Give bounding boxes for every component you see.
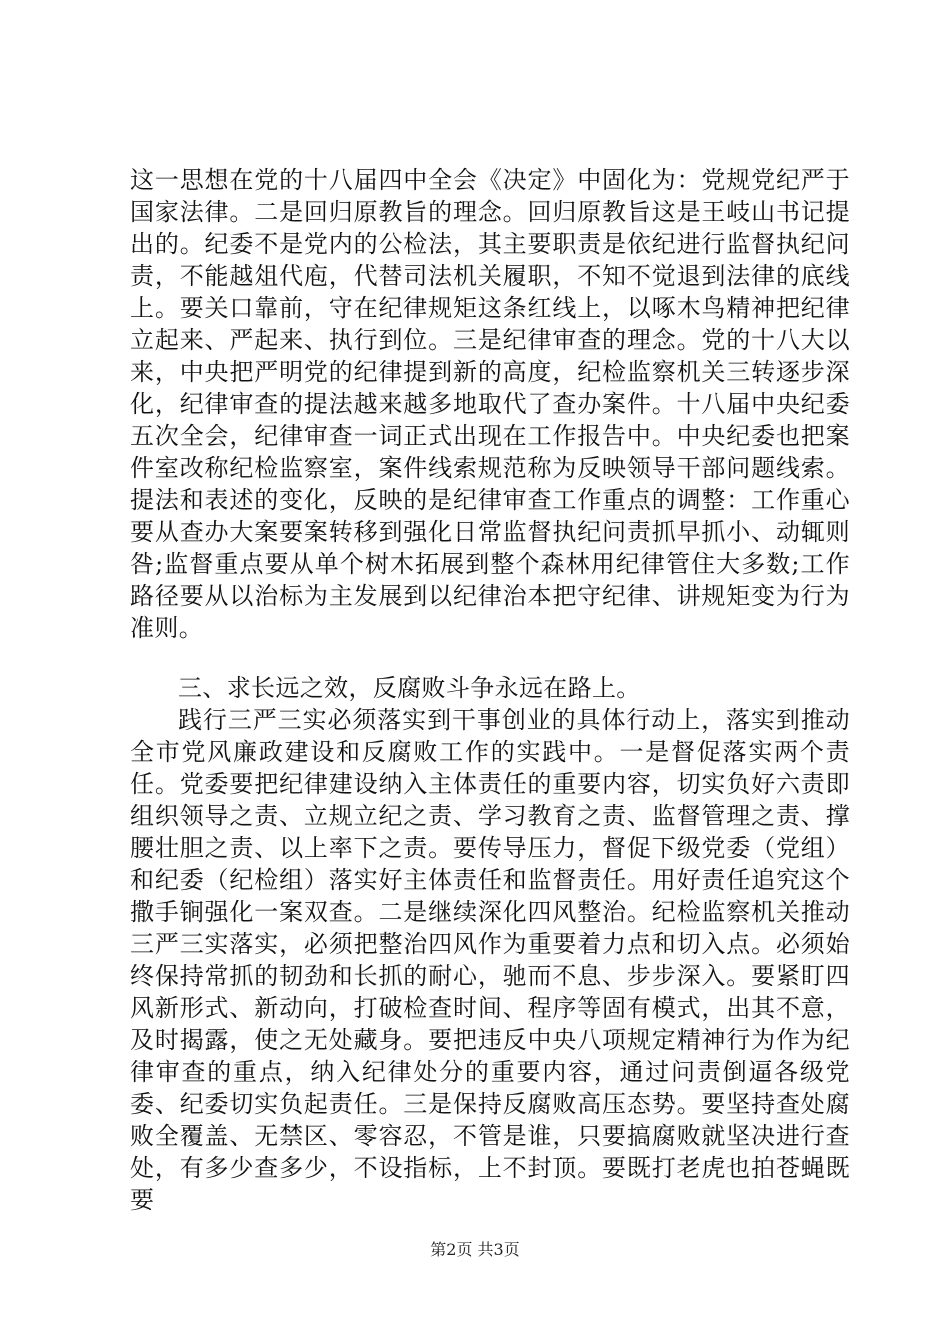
page-number-footer: 第2页 共3页 — [430, 1240, 520, 1259]
document-body — [130, 164, 850, 1216]
body-paragraph-1: 这一思想在党的十八届四中全会《决定》中固化为：党规党纪严于国家法律。二是回归原教旨的理念。回归原教旨这是王岐山书记提出的。纪委不是党内的公检法，其主要职责是依纪进行监督执纪问责，不能越俎代庖，代替司法机关履职，不知不觉退到法律的底线上。要关口靠前，守在纪律规矩这条红线上，以啄木鸟精神把纪律立起来、严起来、执行到位。三是纪律审查的理念。党的十八大以来，中央把严明党的纪律提到新的高度，纪检监察机关三转逐步深化，纪律审查的提法越来越多地取代了查办案件。十八届中央纪委五次全会，纪律审查一词正式出现在工作报告中。中央纪委也把案件室改称纪检监察室，案件线索规范称为反映领导干部问题线索。提法和表述的变化，反映的是纪律审查工作重点的调整：工作重心要从查办大案要案转移到强化日常监督执纪问责抓早抓小、动辄则咎;监督重点要从单个树木拓展到整个森林用纪律管住大多数;工作路径要从以治标为主发展到以纪律治本把守纪律、讲规矩变为行为准则。 — [130, 166, 850, 642]
body-paragraph-2: 践行三严三实必须落实到干事创业的具体行动上，落实到推动全市党风廉政建设和反腐败工作的实践中。一是督促落实两个责任。党委要把纪律建设纳入主体责任的重要内容，切实负好六责即组织领导之责、立规立纪之责、学习教育之责、监督管理之责、撑腰壮胆之责、以上率下之责。要传导压力，督促下级党委（党组）和纪委（纪检组）落实好主体责任和监督责任。用好责任追究这个撒手锏强化一案双查。二是继续深化四风整治。纪检监察机关推动三严三实落实，必须把整治四风作为重要着力点和切入点。必须始终保持常抓的韧劲和长抓的耐心，驰而不息、步步深入。要紧盯四风新形式、新动向，打破检查时间、程序等固有模式，出其不意，及时揭露，使之无处藏身。要把违反中央八项规定精神行为作为纪律审查的重点，纳入纪律处分的重要内容，通过问责倒逼各级党委、纪委切实负起责任。三是保持反腐败高压态势。要坚持查处腐败全覆盖、无禁区、零容忍，不管是谁，只要搞腐败就坚决进行查处，有多少查多少，不设指标，上不封顶。要既打老虎也拍苍蝇既要 — [130, 706, 850, 1214]
section-heading: 三、求长远之效，反腐败斗争永远在路上。 — [178, 674, 641, 702]
